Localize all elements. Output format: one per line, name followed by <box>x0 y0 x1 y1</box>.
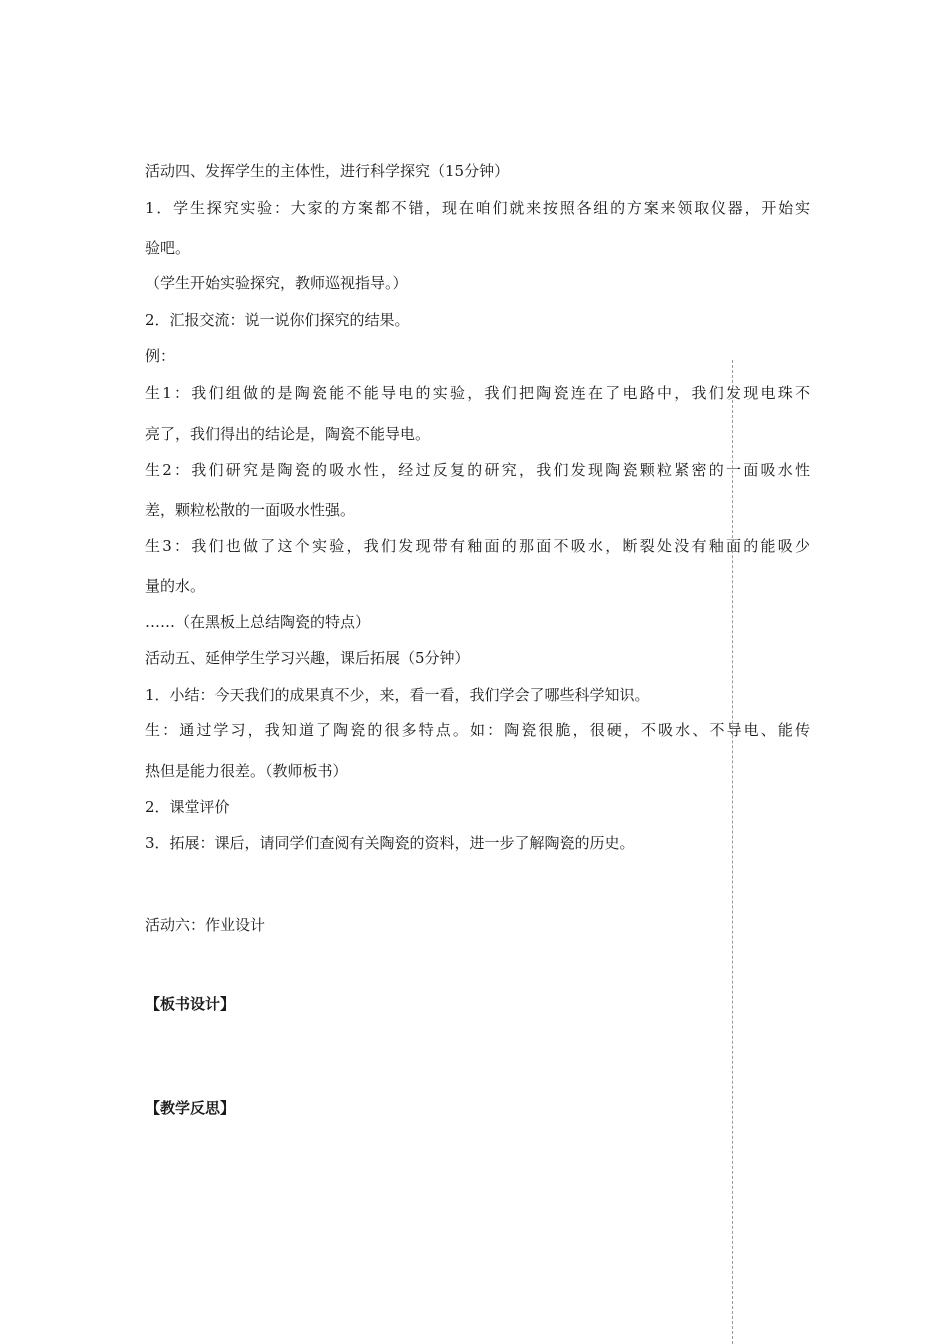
paragraph-line: 热但是能力很差。（教师板书） <box>145 762 348 780</box>
paragraph-line: 1．学生探究实验：大家的方案都不错，现在咱们就来按照各组的方案来领取仪器，开始实 <box>145 199 810 217</box>
paragraph-line: 验吧。 <box>145 239 191 257</box>
paragraph-line: 生3：我们也做了这个实验，我们发现带有釉面的那面不吸水，断裂处没有釉面的能吸少 <box>145 537 810 555</box>
paragraph-line: 3．拓展：课后，请同学们查阅有关陶瓷的资料，进一步了解陶瓷的历史。 <box>145 834 635 852</box>
paragraph-line: 生：通过学习，我知道了陶瓷的很多特点。如：陶瓷很脆，很硬，不吸水、不导电、能传 <box>145 721 810 739</box>
paragraph-line: 2．课堂评价 <box>145 798 230 816</box>
paragraph-line: 差，颗粒松散的一面吸水性强。 <box>145 501 356 519</box>
paragraph-line: 亮了，我们得出的结论是，陶瓷不能导电。 <box>145 425 431 443</box>
activity-5-heading: 活动五、延伸学生学习兴趣，课后拓展（5分钟） <box>145 649 470 667</box>
paragraph-line: ……（在黑板上总结陶瓷的特点） <box>145 613 371 631</box>
paragraph-line: 生2：我们研究是陶瓷的吸水性，经过反复的研究，我们发现陶瓷颗粒紧密的一面吸水性 <box>145 461 810 479</box>
paragraph-line: 量的水。 <box>145 577 206 595</box>
paragraph-line: 例： <box>145 347 176 365</box>
dashed-margin-rule <box>732 360 733 1344</box>
paragraph-line: 1．小结：今天我们的成果真不少，来，看一看，我们学会了哪些科学知识。 <box>145 686 650 704</box>
teaching-reflection-heading: 【教学反思】 <box>145 1099 236 1117</box>
paragraph-line: （学生开始实验探究，教师巡视指导。） <box>145 274 408 292</box>
activity-4-heading: 活动四、发挥学生的主体性，进行科学探究（15分钟） <box>145 162 510 180</box>
paragraph-line: 生1：我们组做的是陶瓷能不能导电的实验，我们把陶瓷连在了电路中，我们发现电珠不 <box>145 384 810 402</box>
paragraph-line: 2．汇报交流：说一说你们探究的结果。 <box>145 311 410 329</box>
activity-6-heading: 活动六：作业设计 <box>145 916 266 934</box>
board-design-heading: 【板书设计】 <box>145 995 236 1013</box>
